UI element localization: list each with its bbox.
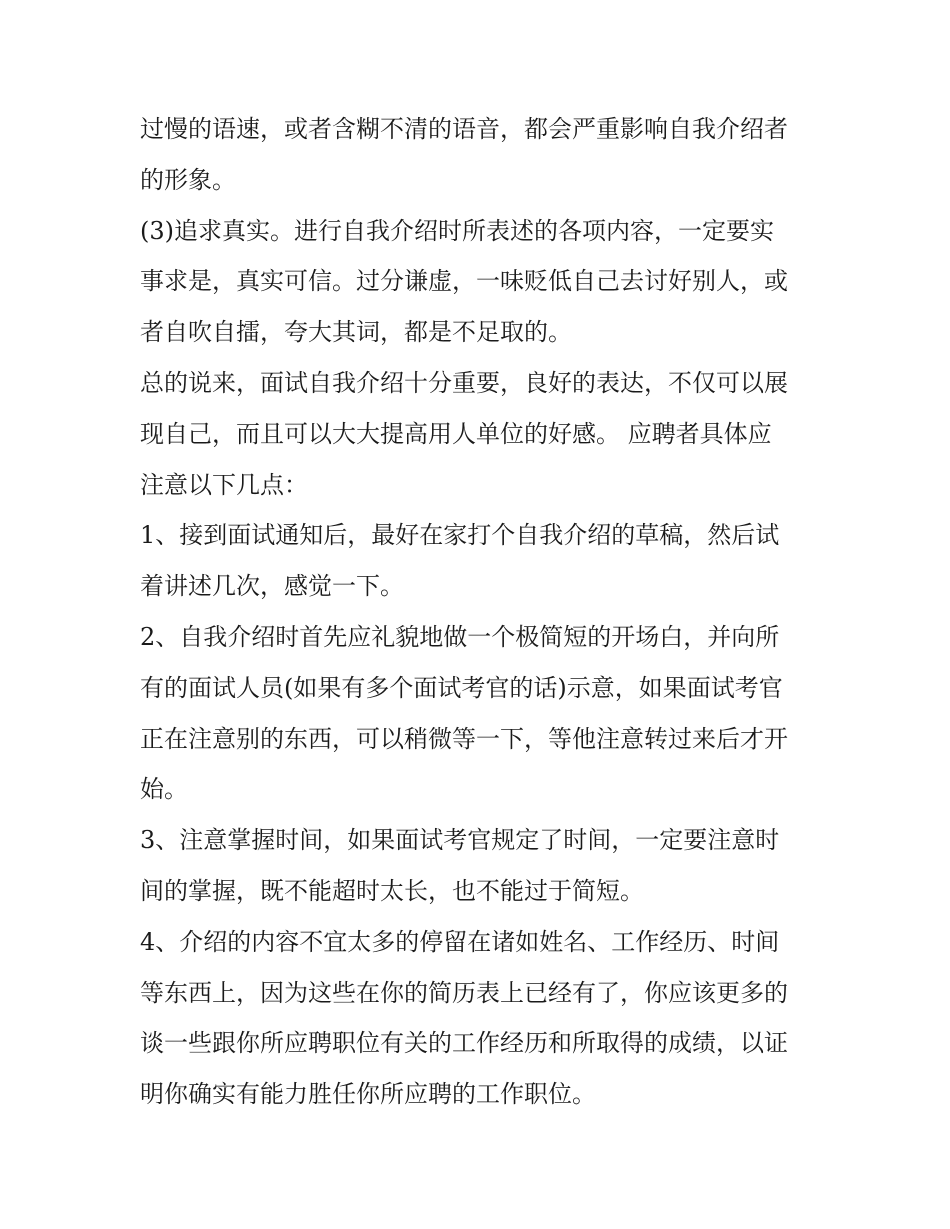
- text-line: (3)追求真实。进行自我介绍时所表述的各项内容，一定要实: [140, 216, 774, 245]
- text-line: 谈一些跟你所应聘职位有关的工作经历和所取得的成绩，以证: [140, 1029, 788, 1058]
- text-line: 3、注意掌握时间，如果面试考官规定了时间，一定要注意时: [140, 826, 780, 855]
- text-line: 总的说来，面试自我介绍十分重要，良好的表达，不仅可以展: [140, 368, 788, 397]
- text-line: 明你确实有能力胜任你所应聘的工作职位。: [140, 1080, 596, 1109]
- text-line: 着讲述几次，感觉一下。: [140, 572, 404, 601]
- text-line: 1、接到面试通知后，最好在家打个自我介绍的草稿，然后试: [140, 521, 780, 550]
- text-line: 等东西上，因为这些在你的简历表上已经有了，你应该更多的: [140, 978, 788, 1007]
- text-line: 事求是，真实可信。过分谦虚，一味贬低自己去讨好别人，或: [140, 267, 788, 296]
- text-line: 者自吹自擂，夸大其词，都是不足取的。: [140, 318, 572, 347]
- text-line: 过慢的语速，或者含糊不清的语音，都会严重影响自我介绍者: [140, 115, 788, 143]
- text-line: 现自己，而且可以大大提高用人单位的好感。 应聘者具体应: [140, 419, 772, 448]
- text-line: 的形象。: [140, 165, 236, 194]
- text-line: 始。: [140, 775, 188, 804]
- text-line: 间的掌握，既不能超时太长，也不能过于简短。: [140, 876, 644, 905]
- text-line: 注意以下几点：: [140, 470, 308, 499]
- document-body: [140, 104, 820, 1120]
- text-line: 2、自我介绍时首先应礼貌地做一个极简短的开场白，并向所: [140, 622, 780, 651]
- text-line: 4、介绍的内容不宜太多的停留在诸如姓名、工作经历、时间: [140, 927, 780, 956]
- text-line: 正在注意别的东西，可以稍微等一下，等他注意转过来后才开: [140, 724, 788, 753]
- text-line: 有的面试人员(如果有多个面试考官的话)示意，如果面试考官: [140, 673, 783, 702]
